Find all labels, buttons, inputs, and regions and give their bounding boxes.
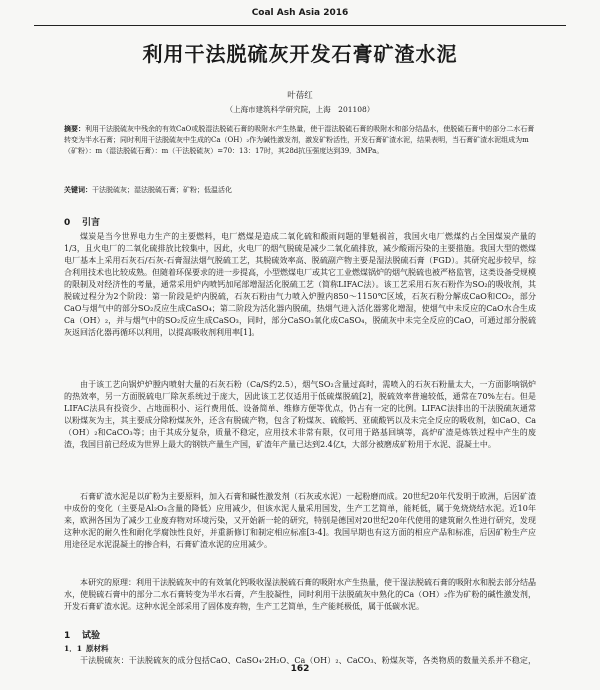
affiliation: （上海市建筑科学研究院，上海 201108） [225, 105, 375, 114]
paragraph-1: 煤炭是当今世界电力生产的主要燃料，电厂燃煤是造成二氧化硫和酸雨问题的罪魁祸首，我国火电厂燃煤约占全国煤炭产量的1/3，且火电厂的二氧化硫排放比较集中，因此，火电厂的烟气脱硫是减少二氧化硫排放，减少酸雨污染的主要措施。我国大型的燃煤电厂基本上采用石灰石/石灰-石膏湿法烟气脱硫工艺，其脱硫效率高、脱硫副产物主要是湿法脱硫石膏（FGD）。其研究起步较早，综合利用技术也比较成熟。但随着环保要求的进一步提高，小型燃煤电厂或其它工业燃煤锅炉的烟气脱硫也被严格监管，这类设备受规模的限制及对经济性的考量，通常采用炉内喷钙加尾部增湿活化脱硫工艺（简称LIFAC法）。该工艺采用石灰石粉作为SO₂的吸收剂，其脱硫过程分为2个阶段：第一阶段是炉内脱硫，石灰石粉由气力喷入炉膛内850～1150℃区域，石灰石粉分解成CaO和CO₂，部分CaO与烟气中的部分SO₂反应生成CaSO₄；第二阶段为活化器内脱硫，热烟气进入活化器雾化增湿，使烟气中未反应的CaO水合生成Ca（OH）₂，并与烟气中的SO₂反应生成CaSO₃，同时，部分CaSO₃氧化成CaSO₄，脱硫灰中未完全反应的CaO，可通过部分脱硫灰返回活化器再循环以利用，以提高吸收剂利用率[1]。 [64, 232, 536, 337]
paragraph-2: 由于该工艺向锅炉炉膛内喷射大量的石灰石粉（Ca/S约2.5），烟气SO₂含量过高时，需喷入的石灰石粉量太大，一方面影响锅炉的热效率，另一方面脱硫电厂除灰系统过于庞大，因此该工艺仅适用于低硫煤脱硫[2]，脱硫效率普遍较低，通常在70%左右。但是LIFAC法具有投资少、占地面积小、运行费用低、设备简单、维修方便等优点，仍占有一定的比例。LIFAC法排出的干法脱硫灰通常以粉煤灰为主，其主要成分除粉煤灰外，还含有脱硫产物，包含了粉煤灰、硫酸钙、亚硫酸钙以及未完全反应的吸收剂，如CaO、Ca（OH）₂和CaCO₃等；由于其成分复杂，质量不稳定，应用技术非常有限，仅可用于路基回填等，高炉矿渣是炼铁过程中产生的废渣，我国目前已经成为世界上最大的钢铁产量生产国，矿渣年产量已达到2.4亿t，大部分被磨成矿粉用于水泥、混凝土中。 [64, 380, 536, 449]
section-number: 1 [64, 631, 71, 641]
subsection-heading-materials [64, 643, 109, 654]
paper-title: 利用干法脱硫灰开发石膏矿渣水泥 [142, 42, 458, 66]
abstract-text: 利用干法脱硫灰中残余的有效CaO或脱湿法脱硫石膏的吸附水产生热量，使干湿法脱硫石膏的吸附水和部分结晶水，使脱硫石膏中的部分二水石膏转变为半水石膏；同时利用干法脱硫灰中生成的Ca（OH）₂作为碱性激发剂，激发矿粉活性，开发石膏矿渣水泥，结果表明，当石膏矿渣水泥组成为m（矿粉）：m（湿法脱硫石膏）：m（干法脱硫灰）=70：13：17时，其28d抗压强度达到39．3MPa。 [64, 125, 535, 155]
header-rule [34, 25, 566, 26]
subsection-number: 1．1 [64, 644, 82, 653]
section-heading-intro [64, 215, 100, 228]
abstract-label: 摘要： [64, 125, 85, 133]
section-title: 引言 [82, 218, 101, 228]
page-number: 162 [290, 664, 310, 674]
section-title: 试验 [82, 631, 101, 641]
paragraph-3: 石膏矿渣水泥是以矿粉为主要原料，加入石膏和碱性激发剂（石灰或水泥）一起粉磨而成。20世纪20年代发明于欧洲，后因矿渣中成份的变化（主要是Al₂O₃含量的降低）应用减少，但该水泥人量采用国发，生产工艺简单，能耗低，属于免烧烧结水泥。近10年来，欧洲各国为了减少工业废弃物对环境污染，又开始新一轮的研究，特别是德国对20世纪20年代使用的建筑耐久性进行研究，发现这种水泥的耐久性和耐化学腐蚀性良好，并重新修订和制定相应标准[3-4]。我国早期也有这方面的相应产品和标准，后因矿粉生产应用途径足水泥混凝土的掺合料，石膏矿渣水泥的应用减少。 [64, 492, 536, 549]
paragraph-5: 干法脱硫灰：干法脱硫灰的成分包括CaO、CaSO₄·2H₂O、Ca（OH）₂、CaCO₃、粉煤灰等，各类物质的数量关系并不稳定， [80, 656, 536, 665]
keywords-text: 干法脱硫灰；湿法脱硫石膏；矿粉；低温活化 [92, 186, 232, 194]
section-heading-experiment [64, 628, 100, 641]
author: 叶蓓红 [287, 91, 313, 101]
running-header: Coal Ash Asia 2016 [251, 8, 349, 18]
section-number: 0 [64, 218, 71, 228]
keywords-label: 关键词： [64, 186, 92, 194]
subsection-title: 原材料 [86, 644, 109, 653]
paragraph-4: 本研究的原理：利用干法脱硫灰中的有效氧化钙吸收湿法脱硫石膏的吸附水产生热量，使干湿法脱硫石膏的吸附水和脱去部分结晶水，使脱硫石膏中的部分二水石膏转变为半水石膏，产生胶凝性，同时利用干法脱硫灰中熟化的Ca（OH）₂作为矿粉的碱性激发剂，开发石膏矿渣水泥。这种水泥全部采用了固体废弃物，生产工艺简单，生产能耗极低，属于低碳水泥。 [64, 578, 536, 611]
keywords [64, 185, 536, 196]
abstract [64, 124, 536, 157]
